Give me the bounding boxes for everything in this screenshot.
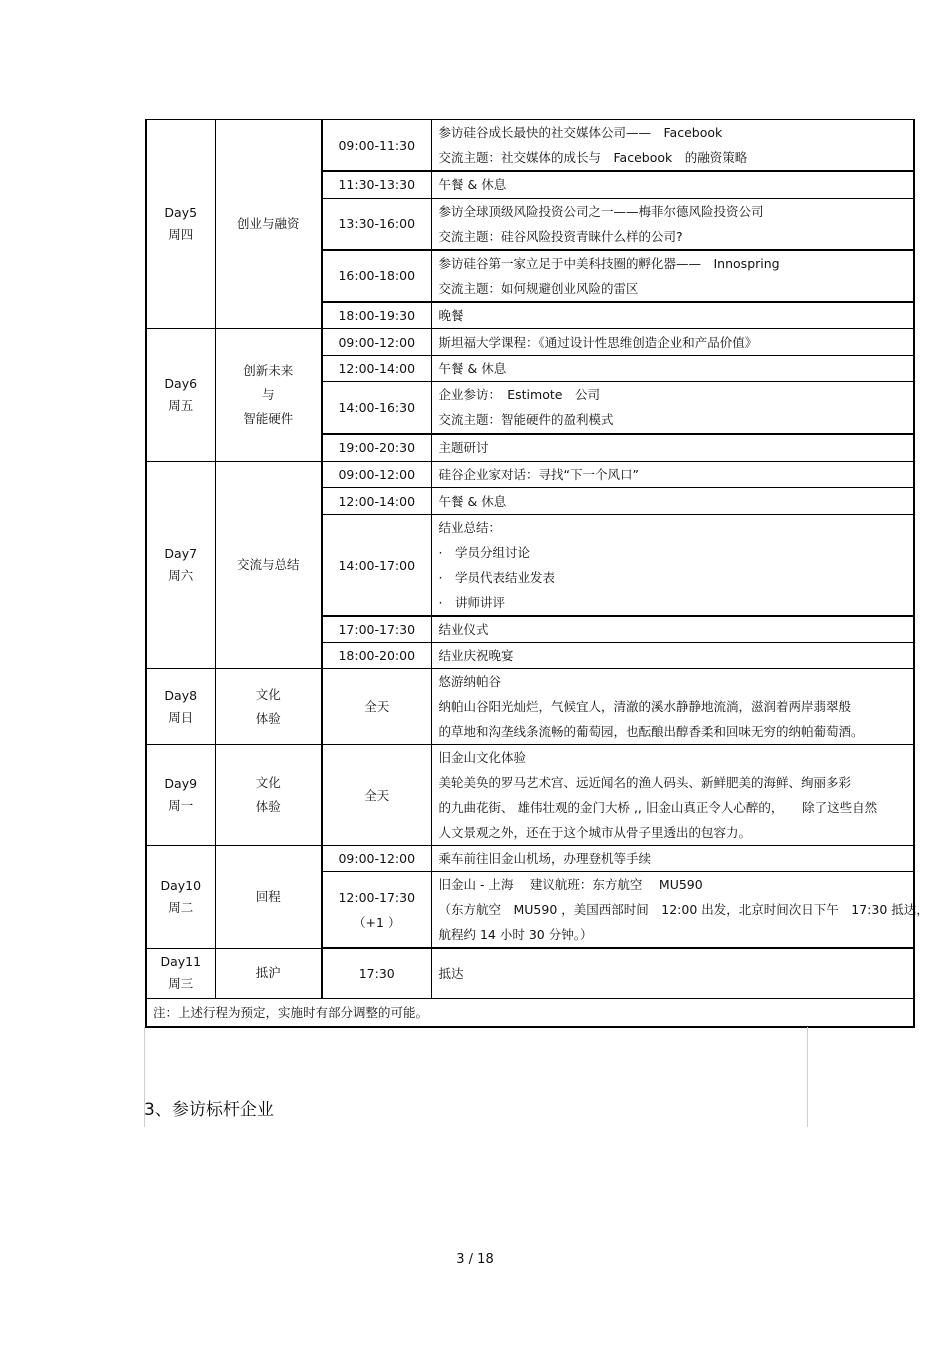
time-cell (322, 515, 431, 617)
weekday-label: 周六 (168, 568, 194, 583)
activity-line: 交流主题：如何规避创业风险的雷区 (438, 280, 639, 296)
activity-line: 交流主题：智能硬件的盈利模式 (438, 412, 614, 428)
activity-line: 纳帕山谷阳光灿烂，气候宜人，清澈的溪水静静地流淌，滋润着两岸翡翠般 (438, 699, 852, 714)
activity-cell (431, 948, 914, 998)
time-cell (322, 872, 431, 949)
page-number: 3 / 18 (456, 1252, 494, 1267)
schedule-table (145, 119, 929, 1028)
theme-cell (215, 329, 322, 462)
activity-cell (431, 643, 914, 669)
activity-line: · 学员分组讨论 (438, 545, 530, 560)
theme-line: 与 (261, 387, 275, 402)
time-cell (322, 382, 431, 434)
time-label: 12:00-14:00 (338, 361, 416, 376)
theme-line: 回程 (255, 888, 281, 904)
activity-cell (431, 434, 914, 462)
activity-line: 参访全球顶级风险投资公司之一——梅菲尔德风险投资公司 (438, 203, 764, 219)
activity-line: 交流主题：硅谷风险投资青睐什么样的公司? (438, 228, 683, 244)
theme-cell (215, 745, 322, 846)
time-cell (322, 669, 431, 745)
time-label: 17:00-17:30 (338, 622, 416, 637)
weekday-label: 周三 (168, 976, 194, 991)
activity-cell (431, 515, 914, 617)
time-cell (322, 356, 431, 382)
activity-cell (431, 198, 914, 250)
schedule-body (146, 120, 929, 1027)
time-label: 12:00-17:30 (338, 889, 416, 905)
weekday-label: 周二 (168, 899, 194, 915)
time-cell (322, 302, 431, 329)
note-cell: 注：上述行程为预定，实施时有部分调整的可能。 (146, 998, 914, 1027)
schedule-row (146, 745, 914, 846)
schedule-row (146, 948, 914, 998)
theme-line: 智能硬件 (243, 411, 294, 426)
activity-line: 结业仪式 (438, 622, 489, 637)
theme-line: 抵沪 (255, 965, 281, 980)
activity-line: 午餐 & 休息 (438, 361, 507, 376)
activity-line: 斯坦福大学课程：《通过设计性思维创造企业和产品价值》 (438, 334, 758, 350)
time-cell (322, 846, 431, 872)
activity-line: 午餐 & 休息 (438, 177, 507, 193)
time-label: 13:30-16:00 (338, 216, 416, 231)
time-label: 18:00-19:30 (338, 307, 416, 323)
time-label: 18:00-20:00 (338, 648, 416, 663)
activity-cell (431, 302, 914, 329)
activity-line: 结业庆祝晚宴 (438, 648, 514, 663)
activity-line: 午餐 & 休息 (438, 493, 507, 509)
time-cell (322, 948, 431, 998)
activity-line: 乘车前往旧金山机场，办理登机等手续 (438, 851, 652, 866)
activity-line: · 讲师讲评 (438, 595, 505, 610)
schedule-row (146, 462, 914, 488)
day-label: Day10 (160, 877, 202, 893)
time-label: 09:00-12:00 (338, 334, 416, 350)
activity-line: 参访硅谷成长最快的社交媒体公司—— Facebook (438, 125, 723, 140)
activity-line: 抵达 (438, 965, 464, 981)
right-margin-line (807, 1027, 808, 1127)
time-label: 09:00-12:00 (338, 851, 416, 866)
weekday-label: 周日 (168, 709, 194, 725)
time-label: 14:00-17:00 (338, 557, 416, 573)
activity-line: 企业参访： Estimote 公司 (438, 387, 600, 403)
theme-line: 文化 (255, 775, 281, 790)
activity-line: 美轮美奂的罗马艺术宫、远近闻名的渔人码头、新鲜肥美的海鲜、绚丽多彩 (438, 775, 852, 790)
theme-line: 创业与融资 (236, 216, 300, 231)
day-label: Day5 (164, 205, 198, 220)
activity-line: 的九曲花街、 雄伟壮观的金门大桥 ,, 旧金山真正令人心醉的， 除了这些自然 (438, 800, 878, 815)
weekday-label: 周一 (168, 798, 194, 813)
day-label: Day7 (164, 546, 198, 561)
theme-cell (215, 669, 322, 745)
activity-cell (431, 120, 914, 172)
theme-cell (215, 462, 322, 669)
activity-line: 航程约 14 小时 30 分钟。） (438, 927, 593, 942)
theme-cell (215, 120, 322, 329)
day-cell (146, 669, 215, 745)
time-label: 09:00-12:00 (338, 467, 416, 482)
time-label: 全天 (364, 699, 390, 714)
activity-line: 旧金山 - 上海 建议航班：东方航空 MU590 (438, 877, 703, 892)
day-label: Day8 (164, 687, 198, 703)
theme-line: 体验 (255, 710, 281, 726)
activity-line: 交流主题：社交媒体的成长与 Facebook 的融资策略 (438, 150, 748, 165)
note-row (146, 998, 914, 1027)
activity-line: （东方航空 MU590 ，美国西部时间 12:00 出发，北京时间次日下午 17:30 抵达， (438, 902, 929, 917)
activity-line: 参访硅谷第一家立足于中美科技圈的孵化器—— Innospring (438, 255, 780, 271)
theme-cell (215, 846, 322, 949)
activity-line: · 学员代表结业发表 (438, 570, 555, 585)
time-label: 09:00-11:30 (338, 137, 416, 153)
activity-cell (431, 356, 914, 382)
activity-cell (431, 488, 914, 515)
schedule-row (146, 846, 914, 872)
theme-line: 文化 (255, 686, 281, 702)
time-label: 17:30 (358, 965, 395, 981)
time-label: 全天 (364, 787, 390, 803)
activity-cell (431, 669, 914, 745)
activity-line: 的草地和沟垄线条流畅的葡萄园，也酝酿出醇香柔和回味无穷的纳帕葡萄酒。 (438, 724, 864, 739)
activity-line: 人文景观之外，还在于这个城市从骨子里透出的包容力。 (438, 825, 752, 840)
time-cell (322, 488, 431, 515)
time-label: （+1 ） (353, 914, 401, 930)
activity-cell (431, 745, 914, 846)
activity-line: 主题研讨 (438, 440, 489, 456)
day-cell (146, 948, 215, 998)
time-label: 14:00-16:30 (338, 399, 416, 415)
time-cell (322, 745, 431, 846)
theme-line: 体验 (255, 799, 281, 814)
activity-cell (431, 872, 929, 949)
time-cell (322, 643, 431, 669)
activity-cell (431, 329, 914, 356)
day-cell (146, 846, 215, 949)
activity-cell (431, 462, 914, 488)
weekday-label: 周五 (168, 398, 194, 413)
activity-line: 旧金山文化体验 (438, 750, 527, 765)
schedule-row (146, 120, 914, 172)
time-cell (322, 434, 431, 462)
activity-line: 结业总结： (438, 520, 502, 535)
day-cell (146, 120, 215, 329)
theme-line: 创新未来 (243, 363, 294, 378)
activity-cell (431, 171, 914, 198)
time-cell (322, 120, 431, 172)
activity-cell (431, 616, 914, 643)
section-heading: 3、参访标杆企业 (144, 1100, 274, 1120)
day-label: Day6 (164, 376, 198, 391)
theme-line: 交流与总结 (236, 557, 300, 572)
time-cell (322, 616, 431, 643)
time-cell (322, 462, 431, 488)
time-cell (322, 171, 431, 198)
activity-line: 晚餐 (438, 307, 464, 323)
activity-line: 悠游纳帕谷 (438, 674, 502, 689)
theme-cell (215, 948, 322, 998)
activity-line: 硅谷企业家对话：寻找“下一个风口” (438, 467, 639, 482)
schedule-row (146, 669, 914, 745)
day-label: Day9 (164, 776, 198, 791)
time-cell (322, 198, 431, 250)
time-cell (322, 329, 431, 356)
day-label: Day11 (160, 954, 202, 969)
schedule-row (146, 329, 914, 356)
activity-cell (431, 846, 914, 872)
time-label: 16:00-18:00 (338, 268, 416, 283)
day-cell (146, 745, 215, 846)
activity-cell (431, 382, 914, 434)
activity-cell (431, 250, 914, 302)
day-cell (146, 329, 215, 462)
time-label: 12:00-14:00 (338, 493, 416, 509)
time-label: 11:30-13:30 (338, 177, 416, 193)
time-cell (322, 250, 431, 302)
time-label: 19:00-20:30 (338, 440, 416, 456)
weekday-label: 周四 (168, 227, 194, 242)
day-cell (146, 462, 215, 669)
